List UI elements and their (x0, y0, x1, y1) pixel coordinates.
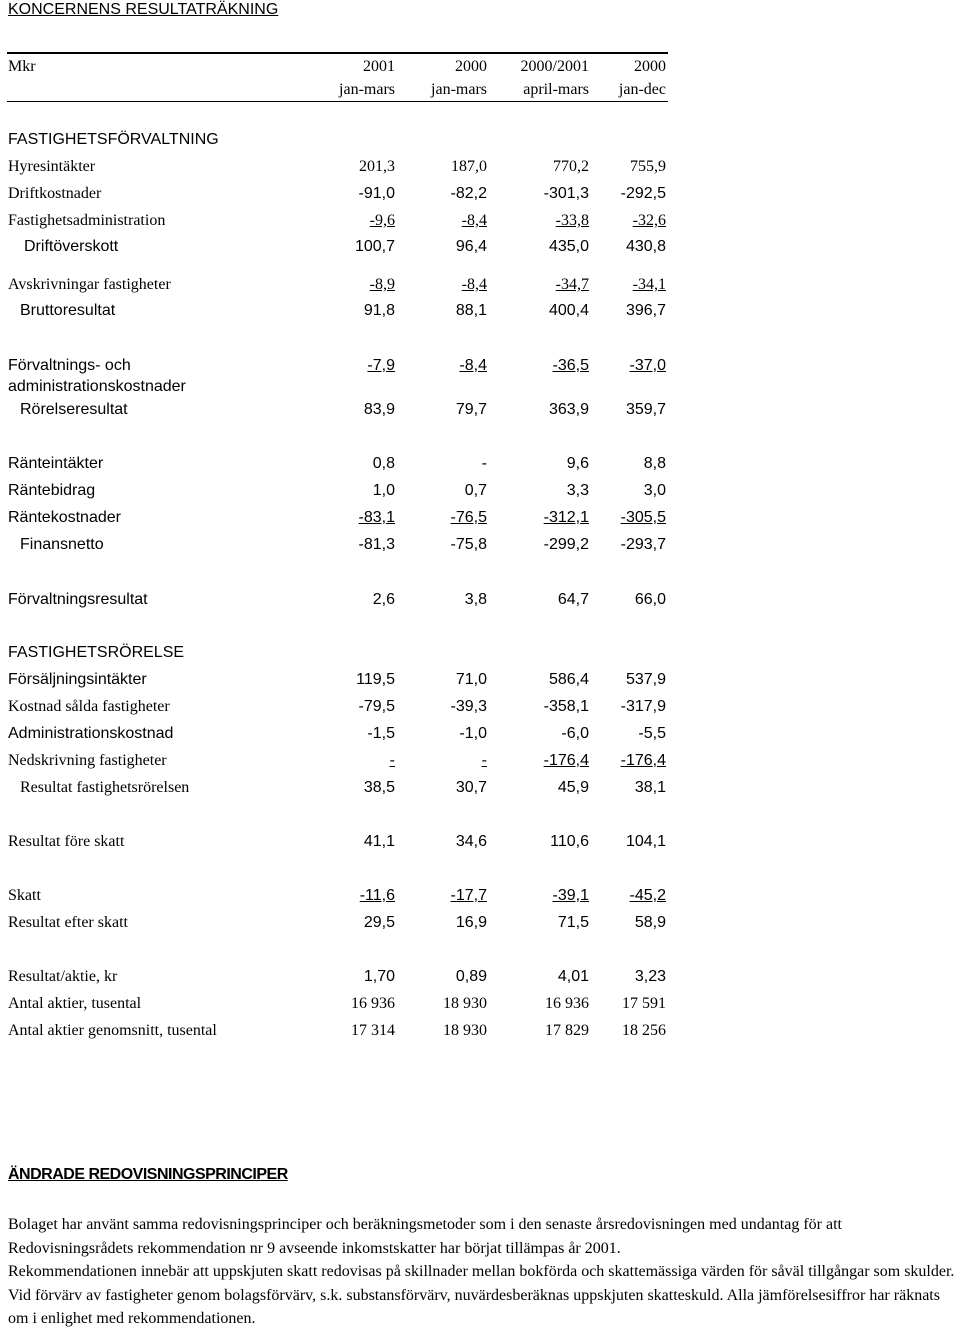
row-value: - (481, 752, 487, 769)
row-label: Räntekostnader (8, 509, 121, 526)
row-value: 359,7 (625, 401, 666, 418)
row-value: -34,7 (555, 276, 589, 293)
row-value: 430,8 (625, 238, 666, 255)
row-value: -293,7 (620, 536, 666, 553)
row-value: 64,7 (557, 591, 589, 608)
row-value: 16 936 (545, 995, 589, 1012)
row-value: 18 930 (443, 995, 487, 1012)
row-value: -1,5 (367, 725, 395, 742)
row-value: 435,0 (548, 238, 589, 255)
row-label: Förvaltnings- och (8, 357, 131, 374)
row-value: 71,5 (557, 914, 589, 931)
row-value: -81,3 (358, 536, 395, 553)
row-value: 201,3 (359, 158, 395, 175)
row-label: Resultat fastighetsrörelsen (20, 779, 190, 796)
row-value: -176,4 (620, 752, 666, 769)
row-value: 0,7 (464, 482, 487, 499)
row-value: 0,8 (372, 455, 395, 472)
row-value: 104,1 (625, 833, 666, 850)
unit-label: Mkr (8, 58, 36, 75)
row-value: -7,9 (367, 357, 395, 374)
paragraph-1: Bolaget har använt samma redovisningsprinciper och beräkningsmetoder som i den senaste årsredovisningen med undantag för att Redovisningsrådets rekommendation nr 9 avseende inkomstskatter har börjat tillämpas år 2001. (8, 1216, 842, 1257)
row-value: -17,7 (450, 887, 487, 904)
row-value: -45,2 (629, 887, 666, 904)
row-label: Resultat efter skatt (8, 914, 128, 931)
row-value: -32,6 (632, 212, 666, 229)
row-value: 34,6 (455, 833, 487, 850)
row-value: -1,0 (459, 725, 487, 742)
row-label: Bruttoresultat (20, 302, 116, 319)
row-label: FASTIGHETSFÖRVALTNING (8, 131, 219, 148)
row-value: 400,4 (548, 302, 589, 319)
row-value: -39,1 (552, 887, 589, 904)
row-value: -9,6 (369, 212, 395, 229)
row-label: Skatt (8, 887, 41, 904)
row-value: 41,1 (363, 833, 395, 850)
row-value: -301,3 (543, 185, 589, 202)
row-value: -305,5 (620, 509, 666, 526)
row-value: 770,2 (553, 158, 589, 175)
col3-period: april-mars (523, 81, 589, 98)
row-label: Försäljningsintäkter (8, 671, 147, 688)
row-label: FASTIGHETSRÖRELSE (8, 644, 185, 661)
row-value: 17 314 (351, 1022, 395, 1039)
row-value: 96,4 (455, 238, 487, 255)
row-value: 38,5 (363, 779, 395, 796)
row-value: 16,9 (455, 914, 487, 931)
row-value: 29,5 (363, 914, 395, 931)
row-value: -8,9 (369, 276, 395, 293)
row-value: -75,8 (450, 536, 487, 553)
row-value: 9,6 (566, 455, 589, 472)
row-value: 537,9 (625, 671, 666, 688)
row-value: 586,4 (548, 671, 589, 688)
row-value: 363,9 (548, 401, 589, 418)
document-title: KONCERNENS RESULTATRÄKNING (8, 1, 279, 18)
row-value: -299,2 (543, 536, 589, 553)
row-label: Driftöverskott (24, 238, 119, 255)
col4-year: 2000 (634, 58, 666, 75)
row-label: Avskrivningar fastigheter (8, 276, 171, 293)
header-bottom-rule (7, 101, 668, 102)
row-value: 17 591 (622, 995, 666, 1012)
row-value: -79,5 (358, 698, 395, 715)
row-value: -6,0 (561, 725, 589, 742)
row-value: 16 936 (351, 995, 395, 1012)
row-value: 8,8 (643, 455, 666, 472)
row-value: 18 256 (622, 1022, 666, 1039)
row-value: 88,1 (455, 302, 487, 319)
row-value: 396,7 (625, 302, 666, 319)
header-top-rule (7, 52, 668, 54)
row-value: 3,3 (566, 482, 589, 499)
row-value: 18 930 (443, 1022, 487, 1039)
col2-year: 2000 (455, 58, 487, 75)
row-value: 38,1 (634, 779, 666, 796)
row-label: Räntebidrag (8, 482, 96, 499)
row-value: 1,0 (372, 482, 395, 499)
row-label: Driftkostnader (8, 185, 102, 202)
row-label: Ränteintäkter (8, 455, 104, 472)
row-label: Hyresintäkter (8, 158, 96, 175)
row-value: -76,5 (450, 509, 487, 526)
row-value: -317,9 (620, 698, 666, 715)
row-value: -83,1 (358, 509, 395, 526)
col1-period: jan-mars (339, 81, 395, 98)
row-value: 79,7 (455, 401, 487, 418)
row-value: - (481, 455, 487, 472)
row-label: Fastighetsadministration (8, 212, 166, 229)
row-label-continued: administrationskostnader (8, 378, 186, 395)
row-value: -8,4 (461, 212, 487, 229)
row-value: 119,5 (356, 671, 395, 688)
row-label: Nedskrivning fastigheter (8, 752, 167, 769)
row-value: -82,2 (450, 185, 487, 202)
row-value: 100,7 (354, 238, 395, 255)
row-value: -11,6 (359, 887, 395, 904)
row-value: 58,9 (634, 914, 666, 931)
row-value: -91,0 (358, 185, 395, 202)
row-value: 4,01 (557, 968, 589, 985)
paragraph-2: Rekommendationen innebär att uppskjuten skatt redovisas på skillnader mellan bokförda och skattemässiga värden för såväl tillgångar som skulder. Vid förvärv av fastigheter genom bolagsförvärv, s.k. substansförvärv, nuvärdesberäknas uppskjuten skatteskuld. Alla jämförelsesiffror har räknats om i enlighet med rekommendationen. (8, 1263, 955, 1327)
row-label: Förvaltningsresultat (8, 591, 148, 608)
row-value: 0,89 (455, 968, 487, 985)
row-value: -5,5 (638, 725, 666, 742)
row-value: -36,5 (552, 357, 589, 374)
row-value: -37,0 (629, 357, 666, 374)
row-value: -8,4 (459, 357, 487, 374)
row-label: Rörelseresultat (20, 401, 128, 418)
row-value: -312,1 (543, 509, 589, 526)
row-value: - (389, 752, 395, 769)
row-value: 3,23 (634, 968, 666, 985)
row-value: 91,8 (363, 302, 395, 319)
row-value: -33,8 (555, 212, 589, 229)
row-value: 66,0 (634, 591, 666, 608)
section-title: ÄNDRADE REDOVISNINGSPRINCIPER (8, 1166, 288, 1183)
row-value: 3,8 (464, 591, 487, 608)
row-value: 110,6 (550, 833, 589, 850)
row-label: Finansnetto (20, 536, 104, 553)
row-value: 71,0 (455, 671, 487, 688)
row-label: Administrationskostnad (8, 725, 174, 742)
row-value: 30,7 (455, 779, 487, 796)
row-value: 1,70 (363, 968, 395, 985)
row-label: Resultat före skatt (8, 833, 125, 850)
row-value: 83,9 (363, 401, 395, 418)
col2-period: jan-mars (431, 81, 487, 98)
row-value: -34,1 (632, 276, 666, 293)
row-label: Resultat/aktie, kr (8, 968, 118, 985)
row-value: -39,3 (450, 698, 487, 715)
row-value: -8,4 (461, 276, 487, 293)
row-label: Kostnad sålda fastigheter (8, 698, 170, 715)
row-value: -176,4 (543, 752, 589, 769)
row-value: -358,1 (543, 698, 589, 715)
col4-period: jan-dec (618, 81, 666, 98)
row-value: -292,5 (620, 185, 666, 202)
row-value: 17 829 (545, 1022, 589, 1039)
row-value: 755,9 (630, 158, 666, 175)
row-value: 2,6 (372, 591, 395, 608)
row-value: 45,9 (557, 779, 589, 796)
col1-year: 2001 (363, 58, 395, 75)
row-label: Antal aktier, tusental (8, 995, 142, 1012)
col3-year: 2000/2001 (520, 58, 589, 75)
row-value: 187,0 (451, 158, 487, 175)
row-label: Antal aktier genomsnitt, tusental (8, 1022, 217, 1039)
row-value: 3,0 (643, 482, 666, 499)
